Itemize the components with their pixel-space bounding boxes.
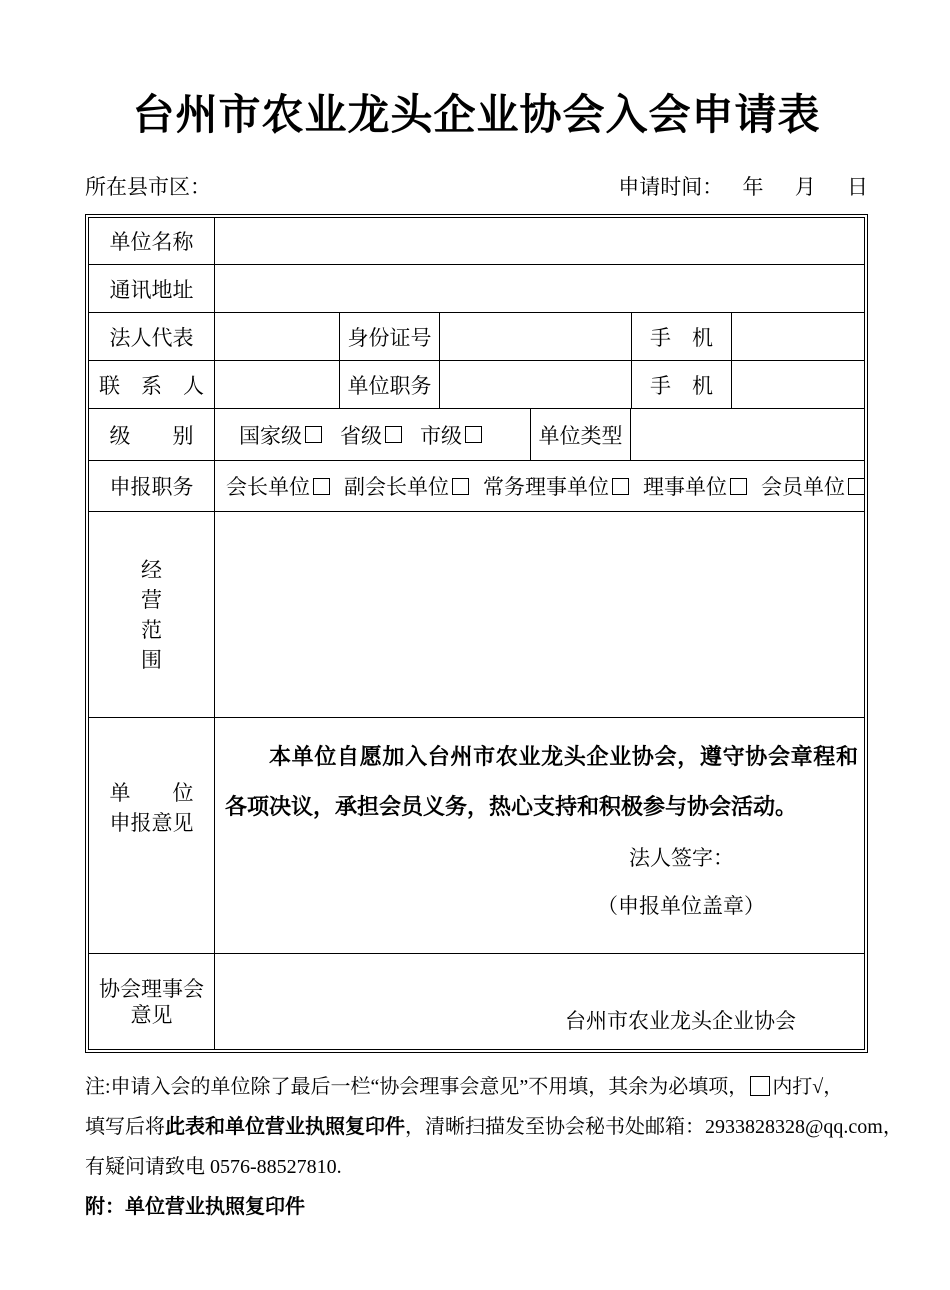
municipal-level-checkbox[interactable] <box>465 426 482 443</box>
address-field[interactable] <box>214 265 864 312</box>
business-scope-char-3: 范 <box>141 617 162 642</box>
declaration-label-line2: 申报意见 <box>109 810 194 835</box>
note-line-1 <box>85 1067 868 1107</box>
job-title-field[interactable] <box>439 361 631 408</box>
legal-rep-phone-field[interactable] <box>731 313 864 360</box>
row-business-scope <box>89 511 864 717</box>
business-scope-char-1: 经 <box>141 557 162 582</box>
unit-name-field[interactable] <box>214 218 864 264</box>
position-option-member <box>761 471 865 501</box>
business-scope-field[interactable] <box>214 512 864 717</box>
unit-type-label: 单位类型 <box>530 409 630 460</box>
vice-president-unit-label: 副会长单位 <box>344 475 449 499</box>
position-option-president <box>226 471 330 501</box>
contact-label: 联 系 人 <box>99 373 204 398</box>
national-level-label: 国家级 <box>239 423 302 448</box>
contact-phone-label: 手 机 <box>631 361 731 408</box>
national-level-checkbox[interactable] <box>305 426 322 443</box>
application-form-table <box>85 214 868 1053</box>
president-unit-checkbox[interactable] <box>313 478 330 495</box>
row-contact <box>89 360 864 408</box>
note-line-2-pre: 填写后将 <box>85 1116 165 1138</box>
president-unit-label: 会长单位 <box>226 475 310 499</box>
month-label: 月 <box>794 175 816 199</box>
vice-president-unit-checkbox[interactable] <box>452 478 469 495</box>
day-label: 日 <box>847 175 868 199</box>
page-content <box>85 0 903 1227</box>
director-unit-checkbox[interactable] <box>730 478 747 495</box>
row-legal-rep <box>89 312 864 360</box>
note-checkbox-glyph <box>750 1076 770 1096</box>
row-position <box>89 460 864 511</box>
member-unit-label: 会员单位 <box>761 475 845 499</box>
position-options <box>214 461 879 511</box>
provincial-level-checkbox[interactable] <box>385 426 402 443</box>
note-line-4 <box>85 1187 868 1227</box>
position-label: 申报职务 <box>109 475 194 499</box>
legal-rep-phone-label: 手 机 <box>631 313 731 360</box>
executive-director-unit-checkbox[interactable] <box>612 478 629 495</box>
association-name: 台州市农业龙头企业协会 <box>565 1009 796 1033</box>
contact-phone-field[interactable] <box>731 361 864 408</box>
declaration-label-line1: 单 位 <box>109 780 194 805</box>
declaration-field <box>214 718 864 953</box>
form-title: 台州市农业龙头企业协会入会申请表 <box>132 93 821 139</box>
legal-sign-label[interactable]: 法人签字： <box>629 846 734 870</box>
position-option-director <box>643 471 747 501</box>
position-option-executive-director <box>483 471 629 501</box>
council-opinion-field[interactable] <box>214 954 864 1049</box>
level-option-national <box>239 420 322 450</box>
level-option-provincial <box>340 420 402 450</box>
address-label: 通讯地址 <box>109 277 194 302</box>
note-line-3: 有疑问请致电 0576-88527810. <box>85 1156 342 1178</box>
executive-director-unit-label: 常务理事单位 <box>483 475 609 499</box>
level-option-municipal <box>420 420 482 450</box>
year-label: 年 <box>742 175 764 199</box>
note-line-1-text: 注:申请入会的单位除了最后一栏“协会理事会意见”不用填，其余为必填项， <box>85 1076 749 1098</box>
provincial-level-label: 省级 <box>340 423 382 448</box>
apply-time-label: 申请时间： <box>618 175 724 199</box>
council-opinion-label <box>89 954 214 1049</box>
contact-field[interactable] <box>214 361 339 408</box>
director-unit-label: 理事单位 <box>643 475 727 499</box>
note-line-1-tail: 内打√， <box>772 1076 844 1098</box>
level-options <box>214 409 530 460</box>
business-scope-char-2: 营 <box>141 587 162 612</box>
legal-rep-field[interactable] <box>214 313 339 360</box>
council-label-line1: 协会理事会 <box>99 976 204 1001</box>
business-scope-label <box>89 512 214 717</box>
note-line-2 <box>85 1107 903 1147</box>
job-title-label: 单位职务 <box>339 361 439 408</box>
apply-date-group <box>618 173 868 201</box>
council-label-line2: 意见 <box>130 1002 173 1027</box>
business-scope-char-4: 围 <box>141 647 162 672</box>
row-address <box>89 264 864 312</box>
member-unit-checkbox[interactable] <box>848 478 865 495</box>
id-number-field[interactable] <box>439 313 631 360</box>
level-label: 级 别 <box>109 423 194 448</box>
row-declaration <box>89 717 864 953</box>
seal-label: （申报单位盖章） <box>597 894 765 918</box>
declaration-label <box>89 718 214 953</box>
row-level <box>89 408 864 460</box>
row-council-opinion <box>89 953 864 1049</box>
footer-notes <box>85 1067 903 1227</box>
unit-name-label: 单位名称 <box>109 230 194 254</box>
position-option-vice-president <box>344 471 469 501</box>
note-line-2-bold: 此表和单位营业执照复印件 <box>165 1116 405 1138</box>
municipal-level-label: 市级 <box>420 423 462 448</box>
note-line-2-post: ，清晰扫描发至协会秘书处邮箱：2933828328@qq.com， <box>405 1116 903 1138</box>
county-label: 所在县市区： <box>85 175 211 199</box>
unit-type-field[interactable] <box>630 409 864 460</box>
row-unit-name <box>89 218 864 264</box>
id-number-label: 身份证号 <box>339 313 439 360</box>
legal-rep-label: 法人代表 <box>109 325 194 350</box>
declaration-statement: 本单位自愿加入台州市农业龙头企业协会，遵守协会章程和各项决议，承担会员义务，热心支持和积极参与协会活动。 <box>225 744 858 819</box>
meta-row <box>85 173 868 201</box>
attachment-note: 附：单位营业执照复印件 <box>85 1196 305 1218</box>
